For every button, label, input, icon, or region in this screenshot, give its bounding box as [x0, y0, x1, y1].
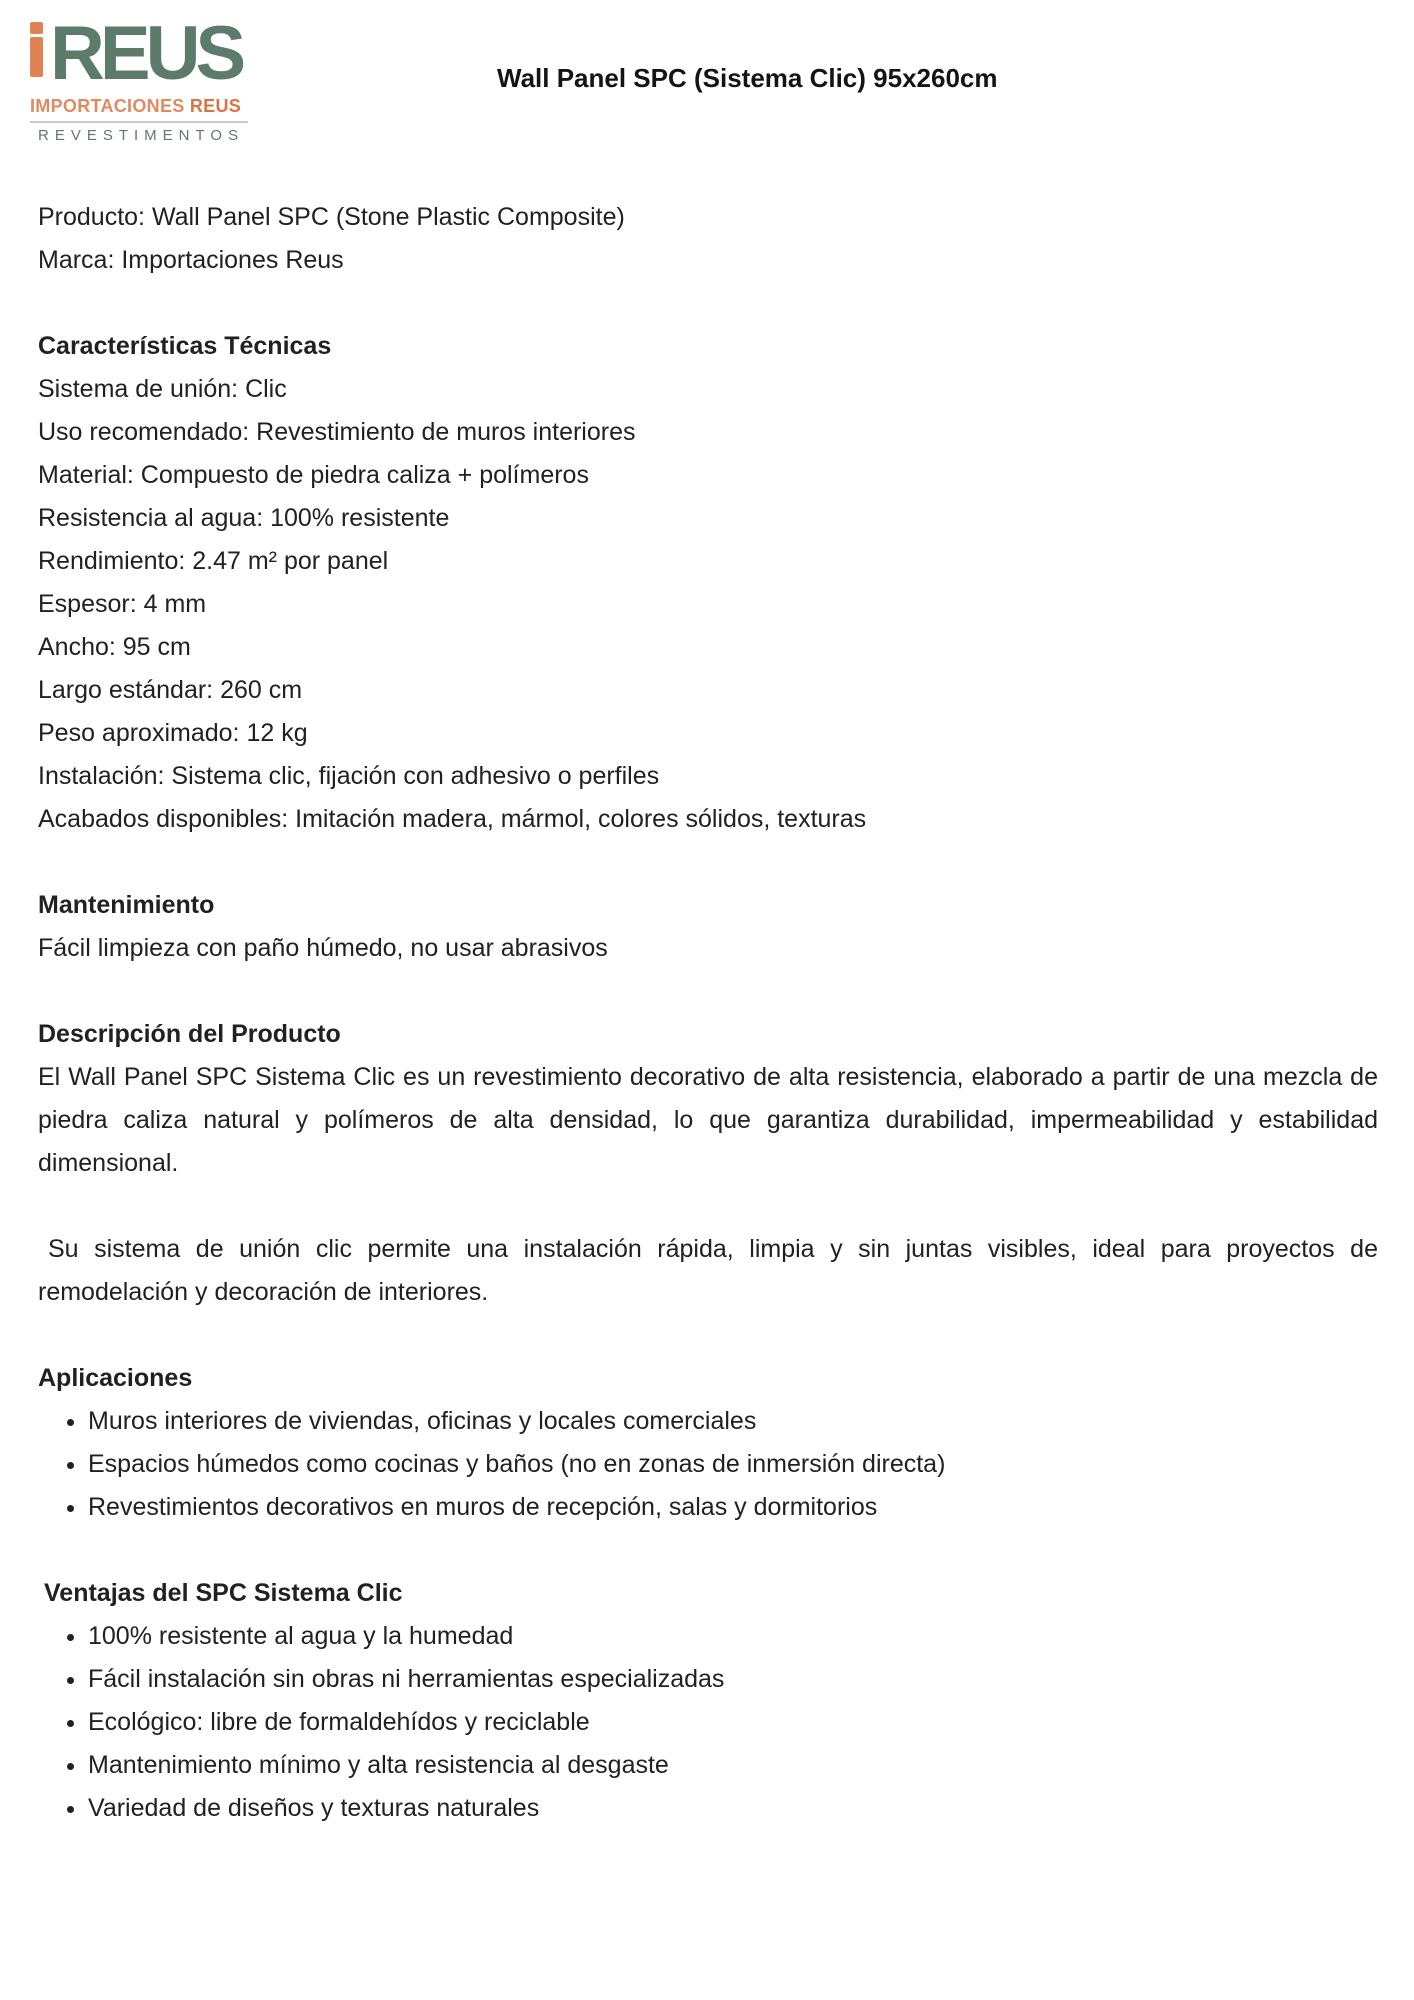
aplicaciones-list — [38, 1400, 1378, 1529]
caracteristicas-line: Ancho: 95 cm — [38, 633, 191, 661]
caracteristicas-line: Instalación: Sistema clic, fijación con adhesivo o perfiles — [38, 762, 660, 790]
ventajas-item: • Variedad de diseños y texturas naturales — [88, 1787, 1378, 1830]
caracteristicas-line: Rendimiento: 2.47 m² por panel — [38, 547, 389, 575]
caracteristicas-line: Sistema de unión: Clic — [38, 375, 287, 403]
intro-producto-line: Producto: Wall Panel SPC (Stone Plastic Composite) — [38, 203, 625, 231]
logo-subtitle-regular: IMPORTACIONES — [30, 96, 190, 116]
mantenimiento-heading: Mantenimiento — [38, 891, 215, 919]
caracteristicas-line: Uso recomendado: Revestimiento de muros interiores — [38, 418, 636, 446]
caracteristicas-line: Acabados disponibles: Imitación madera, mármol, colores sólidos, texturas — [38, 805, 867, 833]
aplicaciones-item: • Revestimientos decorativos en muros de recepción, salas y dormitorios — [88, 1486, 1378, 1529]
logo-i-bar — [30, 37, 43, 77]
caracteristicas-line: Resistencia al agua: 100% resistente — [38, 504, 450, 532]
logo-wordmark — [30, 11, 250, 96]
ventajas-heading: Ventajas del SPC Sistema Clic — [44, 1579, 403, 1607]
ventajas-list — [38, 1615, 1378, 1830]
caracteristicas-heading: Características Técnicas — [38, 332, 332, 360]
logo-divider-line — [30, 121, 248, 123]
section-spacer — [38, 282, 1378, 325]
caracteristicas-line: Material: Compuesto de piedra caliza + polímeros — [38, 461, 589, 489]
ventajas-item: • Mantenimiento mínimo y alta resistencia al desgaste — [88, 1744, 1378, 1787]
mantenimiento-text: Fácil limpieza con paño húmedo, no usar abrasivos — [38, 934, 608, 962]
aplicaciones-item: • Muros interiores de viviendas, oficinas y locales comerciales — [88, 1400, 1378, 1443]
company-logo — [30, 11, 250, 145]
caracteristicas-line: Peso aproximado: 12 kg — [38, 719, 308, 747]
section-spacer — [38, 1529, 1378, 1572]
document-body — [0, 196, 1414, 1830]
section-spacer — [38, 841, 1378, 884]
intro-marca-line: Marca: Importaciones Reus — [38, 246, 344, 274]
aplicaciones-heading: Aplicaciones — [38, 1364, 193, 1392]
ventajas-item: • 100% resistente al agua y la humedad — [88, 1615, 1378, 1658]
logo-subtitle-bold: REUS — [189, 96, 242, 116]
descripcion-paragraph-1: El Wall Panel SPC Sistema Clic es un revestimiento decorativo de alta resistencia, elaborado a partir de una mezcla de piedra caliza natural y polímeros de alta densidad, lo que garantiza durabilidad, impermeabilidad y estabilidad dimensional. — [38, 1063, 1378, 1177]
logo-tagline: REVESTIMENTOS — [38, 127, 245, 144]
logo-i-mark — [30, 22, 43, 77]
page-header — [0, 0, 1414, 196]
logo-wordmark-text: REUS — [50, 11, 242, 96]
caracteristicas-line: Espesor: 4 mm — [38, 590, 207, 618]
section-spacer — [38, 1185, 1378, 1228]
ventajas-item: • Ecológico: libre de formaldehídos y reciclable — [88, 1701, 1378, 1744]
section-spacer — [38, 1314, 1378, 1357]
caracteristicas-line: Largo estándar: 260 cm — [38, 676, 303, 704]
descripcion-paragraph-2: Su sistema de unión clic permite una instalación rápida, limpia y sin juntas visibles, ideal para proyectos de remodelación y decoración de interiores. — [38, 1235, 1378, 1306]
document-title: Wall Panel SPC (Sistema Clic) 95x260cm — [497, 63, 998, 93]
aplicaciones-item: • Espacios húmedos como cocinas y baños (no en zonas de inmersión directa) — [88, 1443, 1378, 1486]
logo-subtitle — [30, 96, 250, 116]
descripcion-heading: Descripción del Producto — [38, 1020, 341, 1048]
ventajas-item: • Fácil instalación sin obras ni herramientas especializadas — [88, 1658, 1378, 1701]
section-spacer — [38, 970, 1378, 1013]
logo-i-dot — [30, 22, 43, 34]
